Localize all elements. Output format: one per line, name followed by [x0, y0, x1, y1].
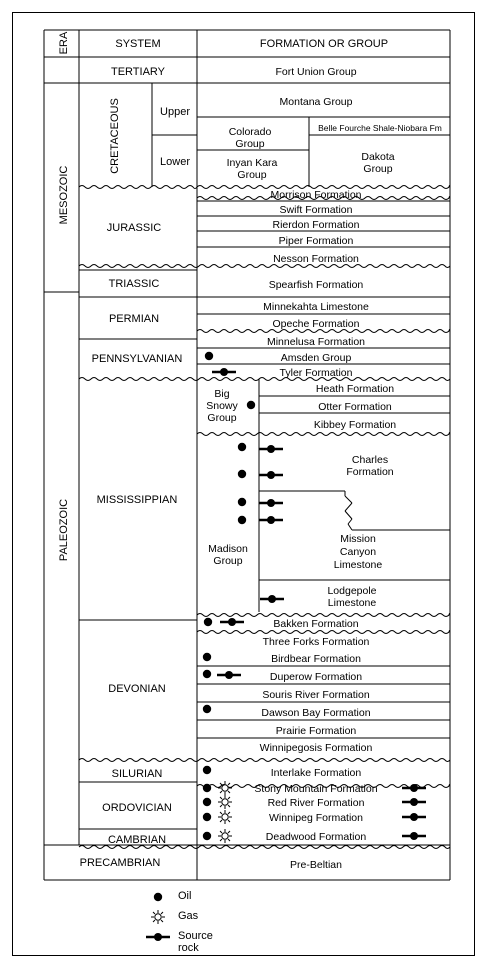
formation-inyan-kara-line1: Inyan Kara [226, 157, 278, 169]
formation-inyan-kara-line2: Group [237, 169, 267, 181]
formation-minnelusa: Minnelusa Formation [266, 336, 366, 348]
source-rock-icon [259, 499, 283, 507]
formation-dawson-bay: Dawson Bay Formation [261, 707, 371, 719]
formation-winnipeg: Winnipeg Formation [269, 812, 363, 824]
formation-bakken: Bakken Formation [273, 618, 359, 630]
unconformity-pennsylvanian-mississippian [79, 378, 450, 381]
formation-kibbey: Kibbey Formation [313, 419, 397, 431]
charles-mission-contact [345, 511, 352, 519]
source-rock-icon [402, 798, 426, 806]
formation-mission-canyon-line2: Canyon [339, 546, 377, 558]
system-precambrian: PRECAMBRIAN [79, 857, 161, 869]
legend-source-label: Source rock [178, 930, 213, 954]
formation-pre-beltian: Pre-Beltian [290, 859, 342, 871]
oil-dot-icon [203, 766, 211, 774]
system-cretaceous: CRETACEOUS [108, 98, 121, 174]
oil-dot-icon [204, 618, 212, 626]
formation-birdbear: Birdbear Formation [271, 653, 361, 665]
system-devonian: DEVONIAN [108, 683, 166, 695]
formation-nesson: Nesson Formation [273, 253, 359, 265]
formation-mission-canyon-line1: Mission [340, 533, 376, 545]
unconformity-devonian-silurian [79, 759, 450, 762]
unconformity-cretaceous-jurassic [79, 186, 197, 189]
system-jurassic: JURASSIC [106, 222, 162, 234]
source-rock-icon [217, 671, 241, 679]
system-pennsylvanian: PENNSYLVANIAN [91, 353, 183, 365]
legend [146, 884, 306, 954]
system-mississippian: MISSISSIPPIAN [96, 494, 178, 506]
formation-colorado-line1: Colorado [228, 126, 272, 138]
system-triassic: TRIASSIC [108, 278, 160, 290]
formation-souris-river: Souris River Formation [262, 689, 370, 701]
system-lower: Lower [160, 156, 190, 168]
oil-dot-icon [203, 798, 211, 806]
formation-madison-line2: Group [213, 555, 243, 567]
formation-dakota-line1: Dakota [361, 151, 395, 163]
oil-dot-icon [203, 653, 211, 661]
formation-big-snowy-line1: Big [214, 388, 230, 400]
formation-minnekahta: Minnekahta Limestone [263, 301, 369, 313]
system-silurian: SILURIAN [111, 768, 163, 780]
system-cambrian: CAMBRIAN [107, 834, 167, 846]
formation-dakota-line2: Group [363, 163, 393, 175]
gas-star-icon [218, 781, 232, 795]
formation-otter: Otter Formation [318, 401, 392, 413]
source-rock-icon [260, 595, 284, 603]
formation-big-snowy-line2: Snowy [206, 400, 238, 412]
legend-gas-label: Gas [178, 910, 199, 922]
formation-morrison: Morrison Formation [270, 189, 362, 201]
gas-star-icon [146, 910, 172, 924]
formation-big-snowy-line3: Group [207, 412, 237, 424]
formation-piper: Piper Formation [278, 235, 354, 247]
formation-duperow: Duperow Formation [269, 671, 363, 683]
formation-fort-union: Fort Union Group [275, 66, 357, 78]
formation-heath: Heath Formation [315, 383, 395, 395]
system-tertiary: TERTIARY [111, 66, 165, 78]
gas-star-icon [218, 829, 232, 843]
formation-tyler: Tyler Formation [279, 367, 353, 379]
oil-dot-icon [247, 401, 255, 409]
unconformity-mississippian-devonian [197, 614, 450, 617]
unconformity-bakken-three-forks [197, 631, 450, 634]
source-rock-icon [212, 368, 236, 376]
formation-red-river: Red River Formation [267, 797, 365, 809]
oil-dot-icon [238, 470, 246, 478]
source-rock-icon [259, 471, 283, 479]
formation-deadwood: Deadwood Formation [265, 831, 367, 843]
source-rock-icon [259, 445, 283, 453]
oil-dot-icon [203, 784, 211, 792]
charles-mission-contact [348, 519, 352, 524]
source-rock-icon [402, 832, 426, 840]
formation-amsden: Amsden Group [280, 352, 352, 364]
formation-winnipegosis: Winnipegosis Formation [259, 742, 373, 754]
charles-mission-contact [348, 524, 352, 530]
formation-opeche: Opeche Formation [272, 318, 360, 330]
formation-montana: Montana Group [279, 96, 353, 108]
formation-stony-mountain: Stony Mountain Formation [254, 783, 378, 795]
oil-dot-icon [238, 516, 246, 524]
formation-three-forks: Three Forks Formation [262, 636, 370, 648]
formation-colorado-line2: Group [235, 138, 265, 150]
source-rock-icon [259, 516, 283, 524]
system-permian: PERMIAN [108, 313, 160, 325]
source-rock-icon [402, 813, 426, 821]
oil-dot-icon [203, 813, 211, 821]
oil-dot-icon [203, 705, 211, 713]
formation-madison-line1: Madison [208, 543, 248, 555]
formation-lodgepole-line2: Limestone [327, 597, 377, 609]
charles-mission-contact [345, 503, 352, 511]
source-rock-icon [220, 618, 244, 626]
formation-belle-fourche: Belle Fourche Shale-Niobara Fm [318, 123, 442, 133]
source-rock-icon [146, 930, 172, 944]
header-formation: FORMATION OR GROUP [259, 38, 389, 50]
system-ordovician: ORDOVICIAN [102, 802, 172, 814]
system-upper: Upper [160, 106, 190, 118]
era-paleozoic: PALEOZOIC [57, 498, 70, 562]
oil-dot-icon [203, 670, 211, 678]
formation-charles-line2: Formation [346, 466, 394, 478]
oil-dot-icon [238, 443, 246, 451]
oil-dot-icon [205, 352, 213, 360]
unconformity-big-snowy-madison [197, 433, 450, 436]
gas-star-icon [218, 795, 232, 809]
header-system: SYSTEM [115, 38, 161, 50]
gas-star-icon [218, 810, 232, 824]
formation-swift: Swift Formation [279, 204, 353, 216]
formation-interlake: Interlake Formation [270, 767, 362, 779]
formation-lodgepole-line1: Lodgepole [327, 585, 377, 597]
formation-prairie: Prairie Formation [275, 725, 357, 737]
formation-spearfish: Spearfish Formation [268, 279, 364, 291]
unconformity-jurassic-triassic [79, 265, 450, 268]
oil-dot-icon [203, 832, 211, 840]
formation-charles-line1: Charles [351, 454, 389, 466]
charles-mission-contact [345, 496, 352, 503]
formation-rierdon: Rierdon Formation [272, 219, 360, 231]
oil-dot-icon [238, 498, 246, 506]
era-mesozoic: MESOZOIC [57, 165, 70, 225]
formation-mission-canyon-line3: Limestone [333, 559, 383, 571]
legend-oil-label: Oil [178, 890, 192, 902]
oil-dot-icon [146, 890, 172, 904]
header-era: ERA [57, 31, 70, 55]
